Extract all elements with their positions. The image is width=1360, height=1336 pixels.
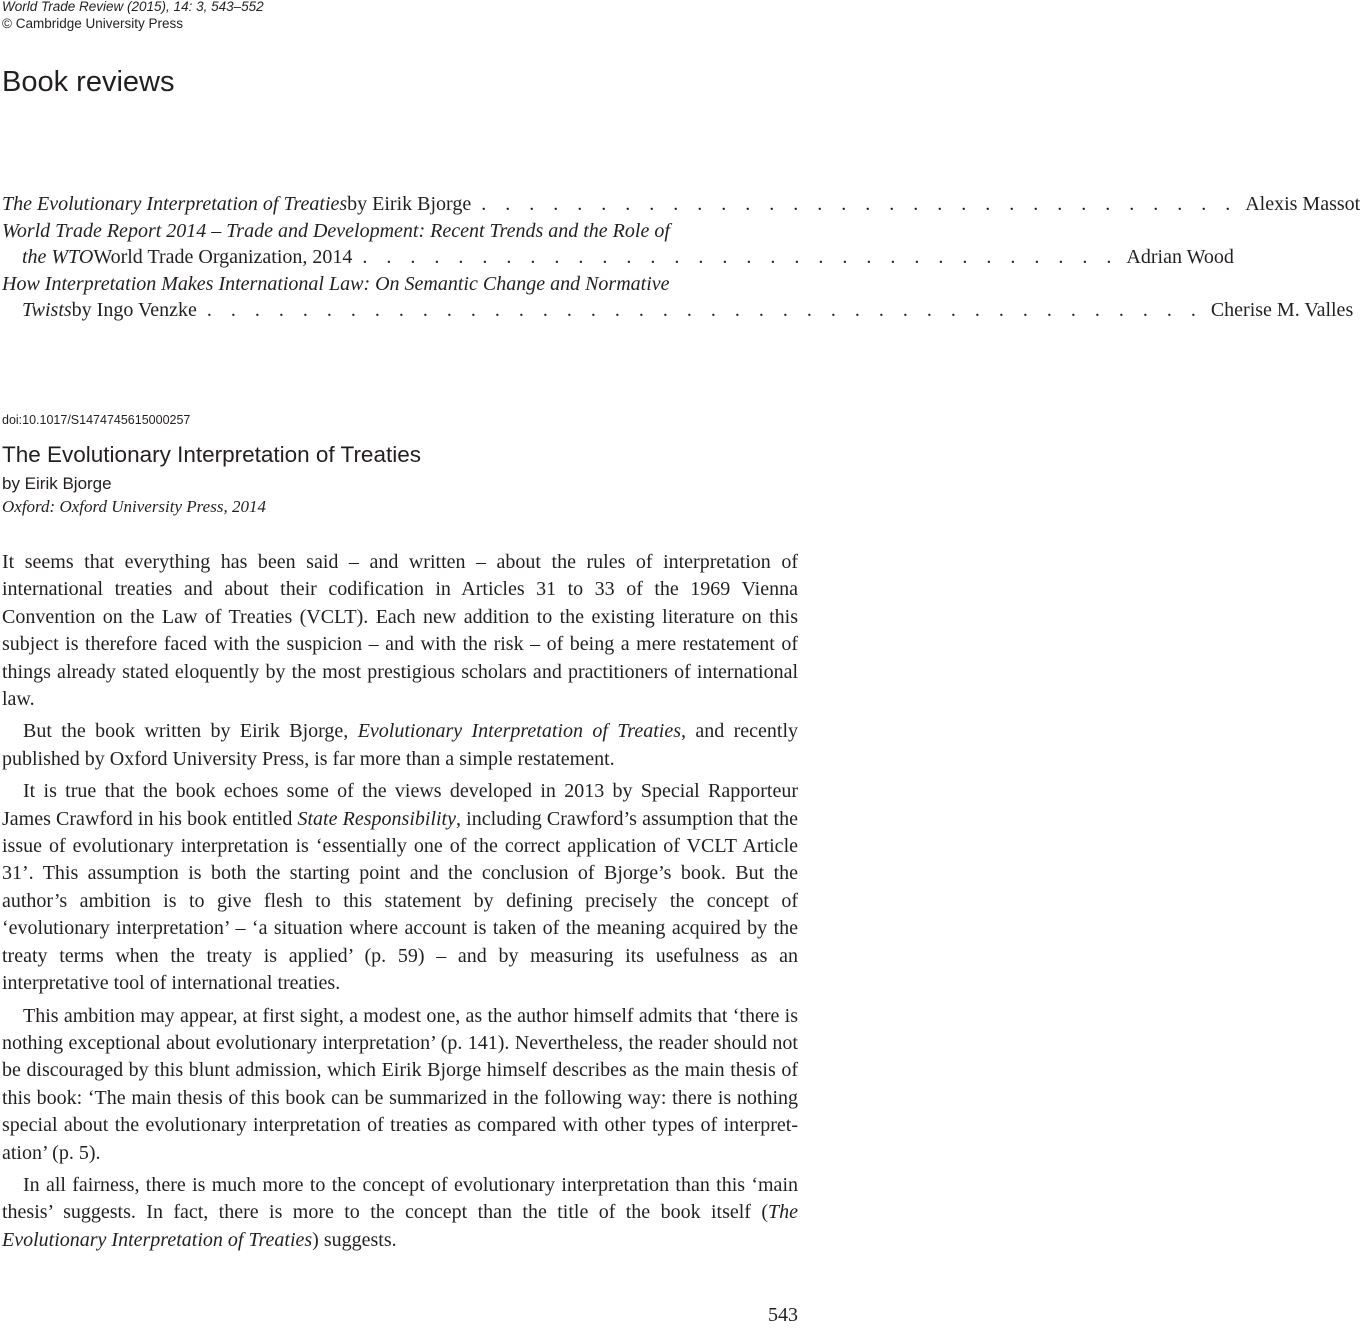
toc-reviewer: Cherise M. Valles	[1210, 299, 1354, 321]
journal-citation: World Trade Review (2015), 14: 3, 543–552	[2, 0, 264, 14]
toc-leader-dots: . . . . . . . . . . . . . . . . . . . . . . . . . . . . . . . . . . . . . . . . . .	[206, 299, 1203, 321]
doi-link[interactable]: doi:10.1017/S1474745615000257	[2, 413, 191, 427]
reviews-contents-list	[2, 191, 1360, 324]
italic-book-title: State Responsibility	[297, 807, 456, 830]
copyright-notice: © Cambridge University Press	[2, 16, 183, 31]
toc-reviewer: Adrian Wood	[1126, 246, 1234, 268]
toc-book-title: How Interpretation Makes International Law: On Semantic Change and Normative	[2, 272, 670, 295]
toc-entry[interactable]	[2, 218, 1234, 271]
toc-reviewer: Alexis Massot	[1245, 193, 1360, 215]
toc-book-title-cont: Twists	[22, 299, 72, 321]
paragraph-text: But the book written by Eirik Bjorge,	[23, 720, 358, 743]
toc-book-title-cont: the WTO	[22, 246, 94, 268]
publisher-place: Oxford: Oxford University Press	[2, 497, 224, 516]
paragraph-text: In all fairness, there is much more to the concept of evolutionary interpretation than this ‘main thesis’ suggests. In fact, there is more to the concept than the title of the book itself (	[2, 1173, 798, 1224]
page-number: 543	[768, 1304, 798, 1326]
toc-book-byline: by Ingo Venzke	[71, 299, 197, 321]
review-byline: by Eirik Bjorge	[2, 474, 112, 493]
paragraph	[2, 1172, 798, 1254]
toc-book-byline: World Trade Organization, 2014	[93, 246, 353, 268]
toc-book-title: World Trade Report 2014 – Trade and Development: Recent Trends and the Role of	[2, 219, 670, 242]
toc-entry[interactable]	[2, 271, 1354, 324]
paragraph: It seems that everything has been said – and written – about the rules of interpretation of international treaties and about their codification in Articles 31 to 33 of the 1969 Vienna Convention on the Law of Treaties (VCLT). Each new addition to the existing literature on this subject is therefore faced with the suspicion – and with the risk – of being a mere restatement of things already stated eloquently by the most prestigious scholars and practitioners of international law.	[2, 551, 798, 711]
toc-book-byline: by Eirik Bjorge	[347, 193, 472, 215]
toc-leader-dots: . . . . . . . . . . . . . . . . . . . . . . . . . . . . . . . .	[481, 193, 1238, 215]
running-header	[2, 0, 264, 32]
publication-year: , 2014	[223, 497, 266, 516]
paragraph-text: , including Crawford’s assumption that the issue of evolutionary interpretation is ‘essentially one of the correct application of VCLT Article 31’. This assumption is both the starting point and the conclusion of Bjorge’s book. But the author’s ambition is to give flesh to this statement by defining precisely the concept of ‘evolutionary interpretation’ – ‘a situation where account is taken of the meaning acquired by the treaty terms when the treaty is applied’ (p. 59) – and by measuring its usefulness as an interpretative tool of international treaties.	[2, 807, 798, 995]
toc-book-title: The Evolutionary Interpretation of Treaties	[2, 193, 348, 215]
section-title: Book reviews	[2, 66, 175, 98]
publication-info	[2, 496, 266, 518]
paragraph	[2, 718, 798, 773]
paragraph-text: , and recently published by Oxford University Press, is far more than a simple restatement.	[2, 720, 799, 770]
paragraph: This ambition may appear, at first sight, a modest one, as the author himself admits that ‘there is nothing exceptional about evolutionary interpretation’ (p. 141). Nevertheless, the reader should not be discouraged by this blunt admission, which Eirik Bjorge himself describes as the main thesis of this book: ‘The main thesis of this book can be summarized in the following way: there is nothing special about the evolutionary interpretation of treaties as compared with other types of interpretation’ (p. 5).	[2, 1004, 798, 1164]
toc-leader-dots: . . . . . . . . . . . . . . . . . . . . . . . . . . . . . . . .	[362, 246, 1119, 268]
review-body	[2, 549, 798, 1259]
paragraph	[2, 778, 798, 997]
toc-entry[interactable]	[2, 191, 1360, 218]
review-title: The Evolutionary Interpretation of Treaties	[2, 442, 421, 467]
paragraph-text: ) suggests.	[312, 1228, 397, 1251]
italic-book-title: Evolutionary Interpretation of Treaties	[357, 720, 681, 743]
paragraph-text: It is true that the book echoes some of the views developed in 2013 by Special Rapporteur James Crawford in his book entitled	[2, 780, 798, 830]
italic-book-title: The Evolutionary Interpretation of Treaties	[2, 1201, 798, 1251]
